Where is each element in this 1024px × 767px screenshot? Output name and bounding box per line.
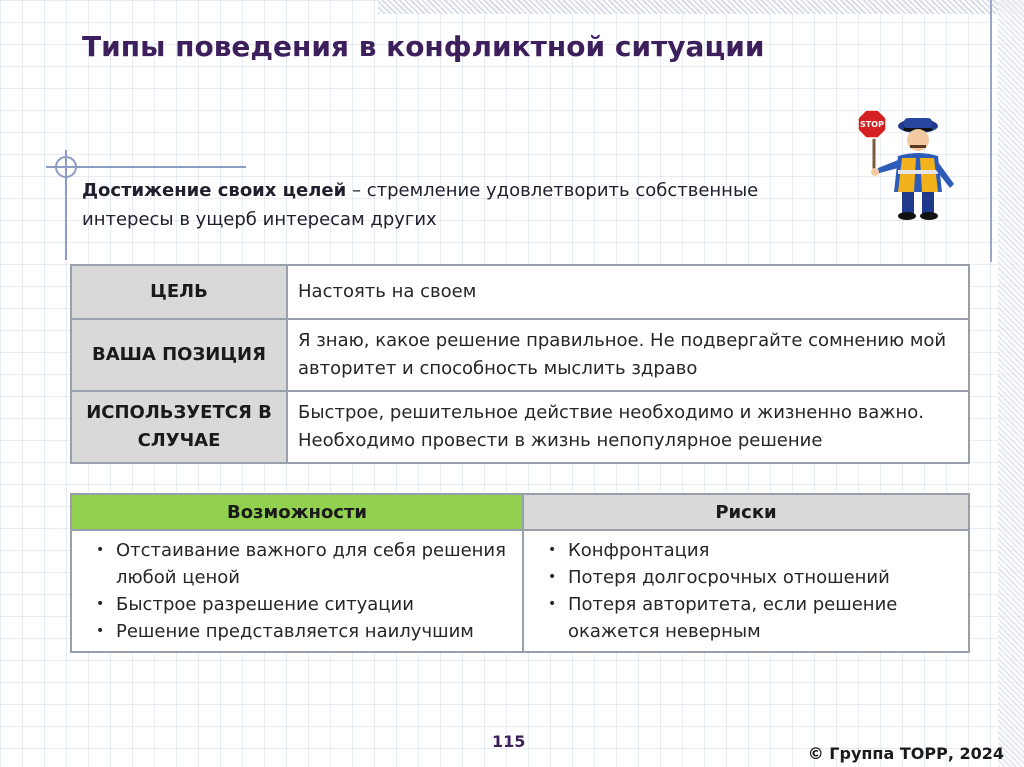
- row-value-used-when: Быстрое, решительное действие необходимо и жизненно важно. Необходимо провести в жизнь непопулярное решение: [287, 391, 969, 463]
- row-value-position: Я знаю, какое решение правильное. Не подвергайте сомнению мой авторитет и способность мыслить здраво: [287, 319, 969, 391]
- police-officer-stop-sign-icon: [852, 104, 970, 222]
- row-key-position: ВАША ПОЗИЦИЯ: [71, 319, 287, 391]
- list-item: • Потеря авторитета, если решение окажется неверным: [554, 591, 964, 645]
- list-item: • Конфронтация: [554, 537, 964, 564]
- decorative-vertical-line: [990, 0, 992, 262]
- list-item: • Отстаивание важного для себя решения любой ценой: [102, 537, 518, 591]
- row-key-used-when: ИСПОЛЬЗУЕТСЯ В СЛУЧАЕ: [71, 391, 287, 463]
- risks-cell: [523, 530, 969, 652]
- opportunities-list: [82, 537, 518, 645]
- definition-dash: –: [346, 180, 367, 201]
- copyright: © Группа ТОРР, 2024: [807, 744, 1004, 763]
- table-row: [71, 391, 969, 463]
- decorative-top-band: [378, 0, 1024, 14]
- list-item: • Решение представляется наилучшим: [102, 618, 518, 645]
- decorative-right-band: [998, 0, 1024, 767]
- table-header-row: [71, 494, 969, 530]
- table-row: [71, 265, 969, 319]
- table-row: [71, 530, 969, 652]
- list-item: • Быстрое разрешение ситуации: [102, 591, 518, 618]
- definition-term: Достижение своих целей: [82, 180, 347, 201]
- risks-header: Риски: [523, 494, 969, 530]
- table-row: [71, 319, 969, 391]
- svg-text:STOP: STOP: [860, 120, 884, 129]
- page-title: Типы поведения в конфликтной ситуации: [82, 30, 765, 63]
- behavior-info-table: [70, 264, 970, 464]
- risks-list: [534, 537, 964, 645]
- opportunities-header: Возможности: [71, 494, 523, 530]
- list-item: • Потеря долгосрочных отношений: [554, 564, 964, 591]
- opportunities-risks-table: [70, 493, 970, 653]
- opportunities-cell: [71, 530, 523, 652]
- definition-text: стремление удовлетворить собственные интересы в ущерб интересам других: [82, 180, 759, 230]
- row-key-goal: ЦЕЛЬ: [71, 265, 287, 319]
- behavior-definition: [82, 176, 782, 234]
- row-value-goal: Настоять на своем: [287, 265, 969, 319]
- page-number: 115: [492, 732, 526, 751]
